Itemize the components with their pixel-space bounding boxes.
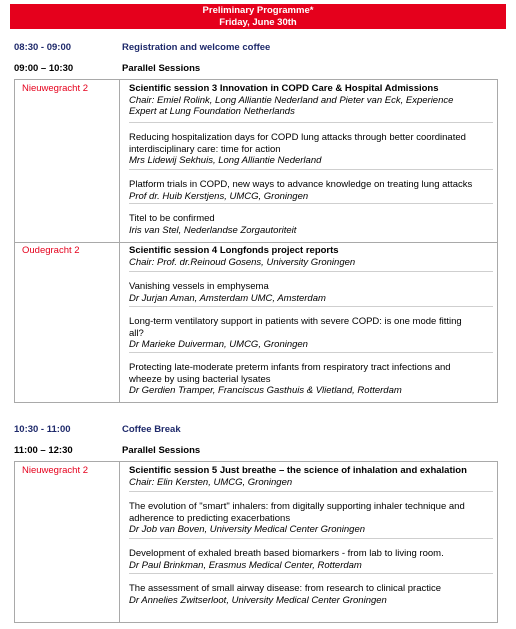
schedule-time: 08:30 - 09:00 (14, 42, 72, 53)
talk-title: The assessment of small airway disease: from research to clinical practice (129, 583, 442, 594)
session-chair: Chair: Emiel Rolink, Long Alliantie Nederland and Pieter van Eck, Experience (129, 94, 454, 106)
talk-speaker: Dr Paul Brinkman, Erasmus Medical Center, Rotterdam (129, 559, 362, 571)
talk-title: Titel to be confirmed (129, 213, 215, 224)
talk (129, 538, 493, 571)
talk-speaker: Mrs Lidewij Sekhuis, Long Alliantie Nederland (129, 155, 322, 166)
talk (129, 306, 493, 351)
schedule-label: Parallel Sessions (122, 63, 201, 74)
talk-title: interdisciplinary care: time for action (129, 143, 281, 155)
talk (129, 573, 493, 606)
talk (129, 352, 493, 397)
schedule-time: 10:30 - 11:00 (14, 424, 71, 435)
room-cell (15, 462, 120, 622)
talk-title: all? (129, 327, 144, 339)
talk (129, 203, 493, 236)
schedule-label: Parallel Sessions (122, 445, 201, 456)
schedule-time: 09:00 – 10:30 (14, 63, 74, 74)
session-header (129, 83, 493, 118)
programme-banner (10, 4, 506, 29)
room-name: Nieuwegracht 2 (22, 465, 89, 476)
session-header (129, 245, 493, 268)
room-name: Oudegracht 2 (22, 245, 80, 256)
talk-title: Long-term ventilatory support in patients with severe COPD: is one mode fitting (129, 316, 462, 327)
talk-speaker: Dr Marieke Duiverman, UMCG, Groningen (129, 339, 308, 350)
talk-title: adherence to predicting exacerbations (129, 512, 291, 524)
room-cell (15, 242, 120, 403)
talk-speaker: Dr Gerdien Tramper, Franciscus Gasthuis & Vlietland, Rotterdam (129, 385, 402, 396)
session-header (129, 465, 493, 488)
talk (129, 271, 493, 304)
session-title: Scientific session 4 Longfonds project reports (129, 245, 339, 256)
talk-speaker: Dr Job van Boven, University Medical Center Groningen (129, 524, 366, 535)
talk (129, 122, 493, 167)
session-table (14, 79, 498, 403)
session-title: Scientific session 5 Just breathe – the science of inhalation and exhalation (129, 465, 467, 476)
talk-title: Protecting late-moderate preterm infants from respiratory tract infections and (129, 362, 451, 373)
session-chair: Expert at Lung Foundation Netherlands (129, 106, 295, 117)
session-chair: Chair: Elin Kersten, UMCG, Groningen (129, 476, 293, 488)
room-name: Nieuwegracht 2 (22, 83, 89, 94)
talk-speaker: Dr Annelies Zwitserloot, University Medical Center Groningen (129, 594, 387, 606)
session-title: Scientific session 3 Innovation in COPD Care & Hospital Admissions (129, 83, 439, 94)
schedule-time: 11:00 – 12:30 (14, 445, 73, 456)
talk-title: wheeze by using bacterial lysates (129, 373, 271, 385)
room-cell (15, 80, 120, 242)
banner-title: Preliminary Programme* (202, 5, 314, 16)
session-table (14, 461, 498, 623)
talk-title: Development of exhaled breath based biomarkers - from lab to living room. (129, 548, 444, 559)
schedule-label: Coffee Break (122, 424, 181, 435)
session-chair: Chair: Prof. dr.Reinoud Gosens, University Groningen (129, 256, 356, 268)
talk (129, 169, 493, 202)
talk-speaker: Dr Jurjan Aman, Amsterdam UMC, Amsterdam (129, 292, 326, 304)
talk (129, 491, 493, 536)
talk-title: Vanishing vessels in emphysema (129, 281, 269, 292)
talk-title: Reducing hospitalization days for COPD lung attacks through better coordinated (129, 132, 466, 143)
schedule-label: Registration and welcome coffee (122, 42, 271, 53)
banner-date: Friday, June 30th (219, 16, 297, 28)
talk-title: The evolution of "smart" inhalers: from digitally supporting inhaler technique and (129, 501, 465, 512)
talk-title: Platform trials in COPD, new ways to advance knowledge on treating lung attacks (129, 179, 473, 190)
talk-speaker: Prof dr. Huib Kerstjens, UMCG, Groningen (129, 190, 309, 202)
talk-speaker: Iris van Stel, Nederlandse Zorgautoriteit (129, 224, 297, 236)
